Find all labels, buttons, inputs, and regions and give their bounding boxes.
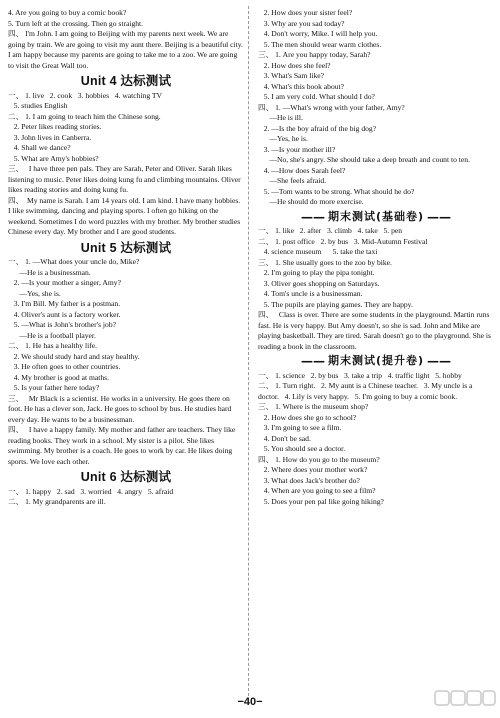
unit-heading	[8, 240, 244, 255]
answer-line: —He is a football player.	[8, 330, 96, 340]
unit-heading	[8, 472, 244, 483]
answer-line: 5. The men should wear warm clothes.	[258, 39, 382, 49]
answer-line: 4. Don't be sad.	[258, 433, 311, 443]
answer-line: 2. Where does your mother work?	[258, 465, 368, 474]
exam-heading	[258, 356, 494, 367]
answer-line: 5. I am very cold. What should I do?	[258, 92, 375, 101]
answer-line: —He is a businessman.	[8, 267, 91, 277]
left-column	[8, 8, 244, 508]
answer-line: 三、 1. Are you happy today, Sarah?	[258, 50, 371, 59]
answer-line: —Yes, she is.	[8, 288, 61, 298]
answer-line: 5. —What is John's brother's job?	[8, 320, 116, 329]
answer-line: 4. Shall we dance?	[8, 143, 71, 152]
answer-line: 3. John lives in Canberra.	[8, 132, 92, 142]
answer-line: 二、 1. I am going to teach him the Chinese song.	[8, 111, 161, 121]
answer-line: 3. Oliver goes shopping on Saturdays.	[258, 278, 380, 288]
exam-heading-text: 期末测试(提升卷)	[327, 354, 425, 367]
answer-line: 3. —Is your mother ill?	[258, 144, 336, 154]
heading-rule-left: ——	[300, 354, 325, 368]
answer-line: 三、 I have three pen pals. They are Sarah, Peter and Oliver. Sarah likes listening to music. Peter likes doing kung fu and climbing mountains. Oliver likes reading stories and doing kung fu.	[8, 164, 243, 194]
answer-line: 2. How does your sister feel?	[258, 8, 353, 17]
answer-line: 二、 1. Turn right. 2. My aunt is a Chinese teacher. 3. My uncle is a doctor. 4. Lily is very happy. 5. I'm going to buy a comic book.	[258, 381, 475, 401]
answer-line: 5. The pupils are playing games. They are happy.	[258, 299, 413, 309]
answer-line: 一、 1. —What does your uncle do, Mike?	[8, 257, 140, 266]
answer-line: 一、 1. happy 2. sad 3. worried 4. angry 5. afraid	[8, 486, 174, 496]
answer-line: 4. science museum 5. take the taxi	[258, 247, 378, 256]
answer-line: 5. —Tom wants to be strong. What should he do?	[258, 186, 415, 196]
answer-line: 二、 1. He has a healthy life.	[8, 341, 97, 350]
answer-line: 四、 1. How do you go to the museum?	[258, 454, 380, 464]
answer-line: 2. —Is your mother a singer, Amy?	[8, 278, 121, 287]
answer-line: 3. Why are you sad today?	[258, 18, 345, 28]
answer-line: 四、 My name is Sarah. I am 14 years old. I am kind. I have many hobbies. I like swimming, dancing and playing sports. I often go hiking on the weekend. Sometimes I do word puzzles with my brother. My brother studies Chinese every day. My brother and I are good students.	[8, 195, 243, 236]
answer-line: 一、 1. live 2. cook 3. hobbies 4. watching TV	[8, 90, 163, 100]
answer-line: 2. Peter likes reading stories.	[8, 122, 102, 131]
answer-line: 3. I'm Bill. My father is a postman.	[8, 299, 121, 308]
answer-line: 5. Does your pen pal like going hiking?	[258, 496, 384, 506]
answer-line: —Yes, he is.	[258, 134, 308, 143]
answer-line: 3. What's Sam like?	[258, 71, 324, 80]
answer-line: 二、 1. post office 2. by bus 3. Mid-Autumn Festival	[258, 236, 428, 246]
answer-line: 3. What does Jack's brother do?	[258, 475, 360, 485]
answer-line: 4. My brother is good at maths.	[8, 372, 110, 382]
exam-heading	[258, 209, 494, 224]
answer-line: 5. What are Amy's hobbies?	[8, 153, 99, 163]
answer-line: 4. Oliver's aunt is a factory worker.	[8, 309, 121, 319]
answer-line: 三、 1. Where is the museum shop?	[258, 402, 369, 411]
answer-line: 一、 1. like 2. after 3. climb 4. take 5. pen	[258, 226, 403, 235]
answer-line: 4. Are you going to buy a comic book?	[8, 8, 127, 17]
answer-line: 2. I'm going to play the pipa tonight.	[258, 268, 375, 277]
answer-line: 3. I'm going to see a film.	[258, 423, 342, 432]
answer-line: 四、 Class is over. There are some students in the playground. Martin runs fast. He is very happy. But Amy doesn't, so she is sad. John and Mike are playing basketball. They are tired. Sarah doesn't go to the playground. She is reading a book in the classroom.	[258, 310, 493, 351]
heading-rule-right: ——	[427, 354, 452, 368]
answer-line: 四、 1. —What's wrong with your father, Amy?	[258, 102, 405, 112]
right-column	[258, 8, 494, 507]
answer-line: 四、 I have a happy family. My mother and father are teachers. They like reading books. They work in a school. My sister is a pilot. She likes swimming. My brother is a coach. He goes to work by car. He likes doing sports. We love each other.	[8, 425, 238, 466]
answer-line: 2. How does she feel?	[258, 60, 331, 70]
answer-line: 2. —Is the boy afraid of the big dog?	[258, 123, 377, 133]
answer-line: —He should do more exercise.	[258, 197, 364, 206]
answer-line: 2. We should study hard and stay healthy.	[8, 351, 140, 361]
answer-line: 5. studies English	[8, 101, 68, 110]
answer-line: 4. —How does Sarah feel?	[258, 165, 346, 175]
answer-line: 3. He often goes to other countries.	[8, 362, 121, 371]
answer-line: 4. Don't worry, Mike. I will help you.	[258, 29, 378, 38]
answer-line: —She feels afraid.	[258, 176, 327, 185]
answer-line: 5. You should see a doctor.	[258, 444, 346, 453]
answer-line: 4. When are you going to see a film?	[258, 486, 376, 495]
answer-line: 4. Tom's uncle is a businessman.	[258, 289, 363, 298]
answer-line: —No, she's angry. She should take a deep breath and count to ten.	[258, 155, 470, 164]
answer-line: —He is ill.	[258, 113, 303, 122]
answer-line: 一、 1. science 2. by bus 3. take a trip 4. traffic light 5. hobby	[258, 370, 462, 380]
unit-heading-text: Unit 4 达标测试	[80, 74, 172, 88]
exam-heading-text: 期末测试(基础卷)	[327, 209, 425, 223]
answer-line: 三、 1. She usually goes to the zoo by bike.	[258, 257, 392, 267]
answer-line: 三、 Mr Black is a scientist. He works in a university. He goes there on foot. He has a clever son, Jack. He goes to school by bus. He studies hard every day. He wants to be a businessman.	[8, 393, 234, 424]
unit-heading-text: Unit 5 达标测试	[80, 240, 172, 255]
answer-line: 5. Is your father here today?	[8, 383, 100, 392]
heading-rule-left: ——	[300, 209, 325, 224]
answer-line: 5. Turn left at the crossing. Then go straight.	[8, 18, 144, 28]
answer-line: 二、 1. My grandparents are ill.	[8, 497, 106, 506]
answer-line: 2. How does she go to school?	[258, 412, 357, 422]
column-divider	[248, 6, 249, 696]
unit-heading	[8, 76, 244, 87]
unit-heading-text: Unit 6 达标测试	[80, 470, 172, 484]
answer-line: 四、 I'm John. I am going to Beijing with my parents next week. We are going by train. We are going to visit my aunt there. Beijing is a beautiful city. I am happy because my parents are going to take me to a zoo. We are going to visit the Great Wall too.	[8, 29, 245, 70]
watermark-logo	[434, 689, 496, 713]
heading-rule-right: ——	[427, 209, 452, 224]
answer-line: 4. What's this book about?	[258, 81, 345, 91]
page-number: −40−	[237, 696, 263, 708]
